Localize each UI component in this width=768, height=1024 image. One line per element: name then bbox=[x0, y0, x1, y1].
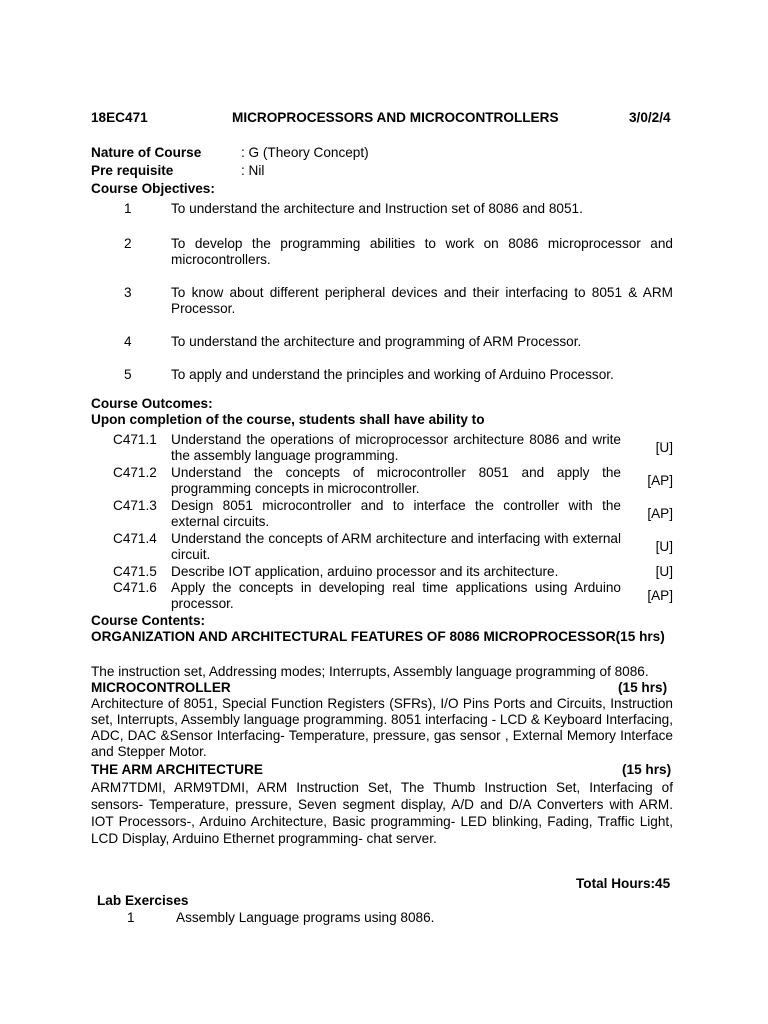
outcome-level: [U] bbox=[655, 564, 673, 579]
objective-number: 1 bbox=[124, 201, 132, 216]
unit2-hours: (15 hrs) bbox=[618, 680, 668, 695]
outcome-code: C471.3 bbox=[113, 498, 157, 513]
prereq-label: Pre requisite bbox=[91, 163, 174, 178]
nature-value: : G (Theory Concept) bbox=[241, 145, 369, 160]
outcomes-subheading: Upon completion of the course, students shall have ability to bbox=[91, 412, 485, 427]
outcome-item bbox=[91, 564, 673, 580]
outcome-item bbox=[91, 580, 673, 612]
objective-number: 3 bbox=[124, 285, 132, 300]
objective-text: To understand the architecture and Instruction set of 8086 and 8051. bbox=[171, 201, 583, 216]
contents-heading: Course Contents: bbox=[91, 613, 206, 628]
lab-number: 1 bbox=[127, 910, 135, 925]
outcome-text: Design 8051 microcontroller and to interface the controller with the external circuits. bbox=[171, 498, 621, 529]
objectives-heading: Course Objectives: bbox=[91, 181, 215, 196]
outcome-text: Apply the concepts in developing real time applications using Arduino processor. bbox=[171, 580, 621, 611]
unit2-title: MICROCONTROLLER bbox=[91, 680, 231, 695]
course-title: MICROPROCESSORS AND MICROCONTROLLERS bbox=[232, 110, 559, 125]
unit1-title: ORGANIZATION AND ARCHITECTURAL FEATURES OF 8086 MICROPROCESSOR(15 hrs) bbox=[91, 629, 665, 644]
outcome-code: C471.4 bbox=[113, 531, 157, 546]
outcome-code: C471.1 bbox=[113, 432, 157, 447]
objective-number: 2 bbox=[124, 236, 132, 251]
outcomes-heading: Course Outcomes: bbox=[91, 396, 213, 411]
objective-text: To know about different peripheral devices and their interfacing to 8051 & ARM Processor. bbox=[171, 285, 673, 316]
outcome-level: [AP] bbox=[647, 588, 673, 603]
objective-number: 5 bbox=[124, 367, 132, 382]
prereq-value: : Nil bbox=[241, 163, 265, 178]
outcome-code: C471.2 bbox=[113, 465, 157, 480]
course-credits: 3/0/2/4 bbox=[629, 110, 671, 125]
outcome-code: C471.5 bbox=[113, 564, 157, 579]
outcome-level: [AP] bbox=[647, 506, 673, 521]
objective-number: 4 bbox=[124, 334, 132, 349]
objective-text: To develop the programming abilities to work on 8086 microprocessor and microcontrollers. bbox=[171, 236, 673, 267]
outcome-text: Understand the concepts of microcontroller 8051 and apply the programming concepts in microcontroller. bbox=[171, 465, 621, 496]
unit3-hours: (15 hrs) bbox=[622, 762, 672, 777]
outcome-text: Describe IOT application, arduino processor and its architecture. bbox=[171, 564, 559, 579]
outcome-text: Understand the concepts of ARM architecture and interfacing with external circuit. bbox=[171, 531, 621, 562]
outcome-level: [U] bbox=[655, 440, 673, 455]
unit2-body: Architecture of 8051, Special Function Registers (SFRs), I/O Pins Ports and Circuits, Instruction set, Interrupts, Assembly language programming. 8051 interfacing - LCD & Keyboard Interfacing, ADC, DAC &Sensor Interfacing- Temperature, pressure, gas sensor , External Memory Interface and Stepper Motor. bbox=[91, 696, 673, 759]
outcome-level: [U] bbox=[655, 539, 673, 554]
course-code: 18EC471 bbox=[91, 110, 148, 125]
outcome-level: [AP] bbox=[647, 473, 673, 488]
objective-text: To understand the architecture and programming of ARM Processor. bbox=[171, 334, 582, 349]
outcome-code: C471.6 bbox=[113, 580, 157, 595]
outcome-text: Understand the operations of microprocessor architecture 8086 and write the assembly language programming. bbox=[171, 432, 621, 463]
total-hours: Total Hours:45 bbox=[576, 876, 671, 891]
lab-text: Assembly Language programs using 8086. bbox=[176, 910, 435, 925]
lab-heading: Lab Exercises bbox=[97, 893, 189, 908]
outcome-item bbox=[91, 432, 673, 464]
unit3-body: ARM7TDMI, ARM9TDMI, ARM Instruction Set, The Thumb Instruction Set, Interfacing of sensors- Temperature, pressure, Seven segment display, A/D and D/A Converters with ARM. IOT Processors-, Arduino Architecture, Basic programming- LED blinking, Fading, Traffic Light, LCD Display, Arduino Ethernet programming- chat server. bbox=[91, 780, 673, 846]
outcome-item bbox=[91, 465, 673, 497]
objective-text: To apply and understand the principles and working of Arduino Processor. bbox=[171, 367, 614, 382]
unit3-title: THE ARM ARCHITECTURE bbox=[91, 762, 263, 777]
unit1-body: The instruction set, Addressing modes; Interrupts, Assembly language programming of 8086. bbox=[91, 664, 649, 679]
outcome-item bbox=[91, 531, 673, 563]
nature-label: Nature of Course bbox=[91, 145, 202, 160]
outcome-item bbox=[91, 498, 673, 530]
